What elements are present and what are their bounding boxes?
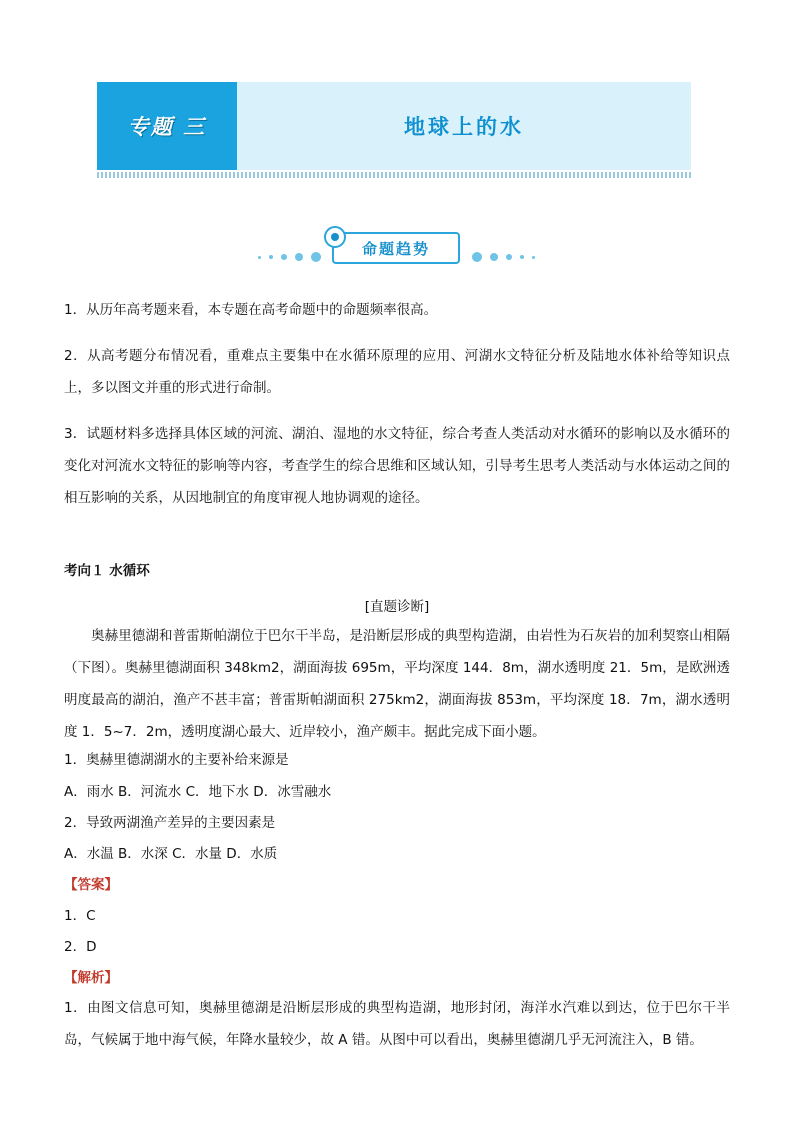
answer-label: 【答案】 — [64, 877, 118, 893]
question-2: 2．导致两湖渔产差异的主要因素是 — [64, 815, 276, 831]
eye-icon — [324, 226, 346, 248]
sub-title: [直题诊断] — [364, 599, 430, 615]
answer-2: 2．D — [64, 939, 97, 955]
banner-divider — [97, 172, 691, 178]
left-dots — [258, 252, 321, 262]
topic-banner — [97, 82, 691, 170]
topic-title: 地球上的水 — [237, 82, 691, 170]
right-dots — [472, 252, 535, 262]
answer-1: 1．C — [64, 908, 96, 924]
question-1: 1．奥赫里德湖湖水的主要补给来源是 — [64, 752, 289, 768]
trend-point-3: 3．试题材料多选择具体区域的河流、湖泊、湿地的水文特征，综合考查人类活动对水循环的影响以及水循环的变化对河流水文特征的影响等内容，考查学生的综合思维和区域认知，引导考生思考人类活动与水体运动之间的相互影响的关系，从因地制宜的角度审视人地协调观的途径。 — [64, 426, 730, 506]
trend-point-1: 1．从历年高考题来看，本专题在高考命题中的命题频率很高。 — [64, 302, 438, 318]
topic-number: 专题 三 — [97, 82, 237, 170]
question-1-options: A．雨水 B．河流水 C．地下水 D．冰雪融水 — [64, 784, 332, 800]
analysis-label: 【解析】 — [64, 970, 118, 986]
section-title: 考向１ 水循环 — [64, 563, 150, 579]
trend-point-2: 2．从高考题分布情况看，重难点主要集中在水循环原理的应用、河湖水文特征分析及陆地水体补给等知识点上，多以图文并重的形式进行命制。 — [64, 348, 730, 396]
trend-header — [258, 220, 534, 272]
analysis-text: 1．由图文信息可知，奥赫里德湖是沿断层形成的典型构造湖，地形封闭，海洋水汽难以到达，位于巴尔干半岛，气候属于地中海气候，年降水量较少，故 A 错。从图中可以看出，奥赫里德湖几乎无河流注入，B 错。 — [64, 1000, 730, 1048]
trend-title: 命题趋势 — [332, 232, 460, 264]
passage: 奥赫里德湖和普雷斯帕湖位于巴尔干半岛，是沿断层形成的典型构造湖，由岩性为石灰岩的加利契察山相隔（下图）。奥赫里德湖面积 348km2，湖面海拔 695m，平均深度 144．8m，湖水透明度 21．5m，是欧洲透明度最高的湖泊，渔产不甚丰富；普雷斯帕湖面积 275km2，湖面海拔 853m，平均深度 18．7m，湖水透明度 1．5~7．2m，透明度湖心最大、近岸较小，渔产颇丰。据此完成下面小题。 — [64, 628, 730, 740]
question-2-options: A．水温 B．水深 C．水量 D．水质 — [64, 846, 278, 862]
